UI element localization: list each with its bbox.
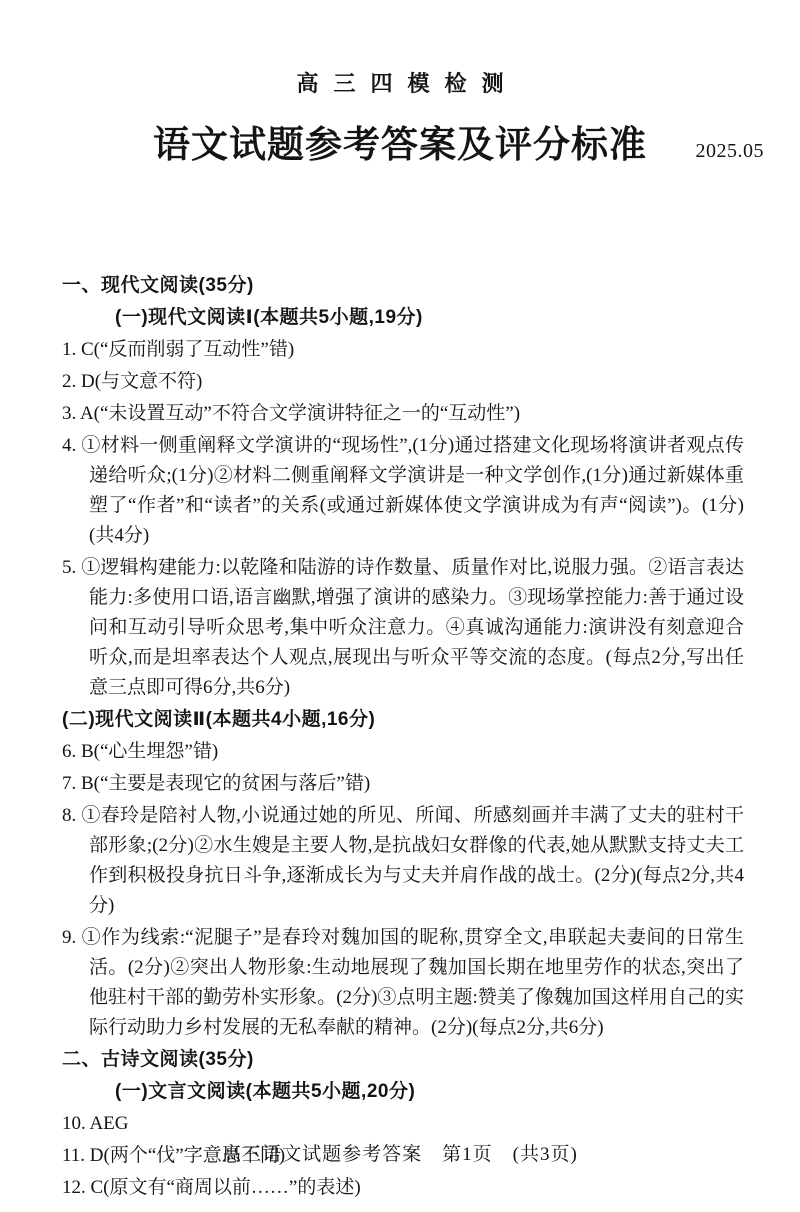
page-footer: 高三语文试题参考答案 第1页 (共3页) — [222, 1144, 578, 1165]
answer-item: 7. B(“主要是表现它的贫困与落后”错) — [62, 773, 371, 795]
answer-item: 8. ①春玲是陪衬人物,小说通过她的所见、所闻、所感刻画并丰满了丈夫的驻村干部形象;(2分)②水生嫂是主要人物,是抗战妇女群像的代表,她从默默支持丈夫工作到积极投身抗日斗争,逐渐成长为与丈夫并肩作战的战士。(2分)(每点2分,共4分) — [62, 805, 744, 917]
answer-item: 9. ①作为线索:“泥腿子”是春玲对魏加国的昵称,贯穿全文,串联起夫妻间的日常生活。(2分)②突出人物形象:生动地展现了魏加国长期在地里劳作的状态,突出了他驻村干部的勤劳朴实形象。(2分)③点明主题:赞美了像魏加国这样用自己的实际行动助力乡村发展的无私奉献的精神。(2分)(每点2分,共6分) — [62, 927, 744, 1039]
answer-item: 11. D(两个“伐”字意思不同) — [62, 1145, 286, 1167]
exam-title: 高三四模检测 — [296, 71, 519, 96]
answer-item: 3. A(“未设置互动”不符合文学演讲特征之一的“互动性”) — [62, 403, 521, 425]
subsection-heading: (一)现代文阅读Ⅰ(本题共5小题,19分) — [115, 307, 423, 329]
section-heading: 二、古诗文阅读(35分) — [62, 1049, 254, 1071]
answer-item: 2. D(与文意不符) — [62, 371, 203, 393]
document-date: 2025.05 — [695, 140, 764, 163]
document-title-row — [0, 122, 800, 170]
answer-item: 1. C(“反而削弱了互动性”错) — [62, 339, 295, 361]
answer-item: 10. AEG — [62, 1113, 129, 1135]
answer-item: 5. ①逻辑构建能力:以乾隆和陆游的诗作数量、质量作对比,说服力强。②语言表达能力:多使用口语,语言幽默,增强了演讲的感染力。③现场掌控能力:善于通过设问和互动引导听众思考,集中听众注意力。④真诚沟通能力:演讲没有刻意迎合听众,而是坦率表达个人观点,展现出与听众平等交流的态度。(每点2分,写出任意三点即可得6分,共6分) — [62, 557, 744, 699]
answers-body — [0, 271, 800, 1203]
answer-item: 4. ①材料一侧重阐释文学演讲的“现场性”,(1分)通过搭建文化现场将演讲者观点传递给听众;(1分)②材料二侧重阐释文学演讲是一种文学创作,(1分)通过新媒体重塑了“作者”和“读者”的关系(或通过新媒体使文学演讲成为有声“阅读”)。(1分)(共4分) — [62, 435, 744, 547]
answer-item: 12. C(原文有“商周以前……”的表述) — [62, 1177, 361, 1199]
subsection-heading: (一)文言文阅读(本题共5小题,20分) — [115, 1081, 416, 1103]
answer-item: 6. B(“心生埋怨”错) — [62, 741, 219, 763]
document-title: 语文试题参考答案及评分标准 — [153, 125, 647, 167]
section-heading: (二)现代文阅读Ⅱ(本题共4小题,16分) — [62, 709, 376, 731]
section-heading: 一、现代文阅读(35分) — [62, 275, 254, 297]
